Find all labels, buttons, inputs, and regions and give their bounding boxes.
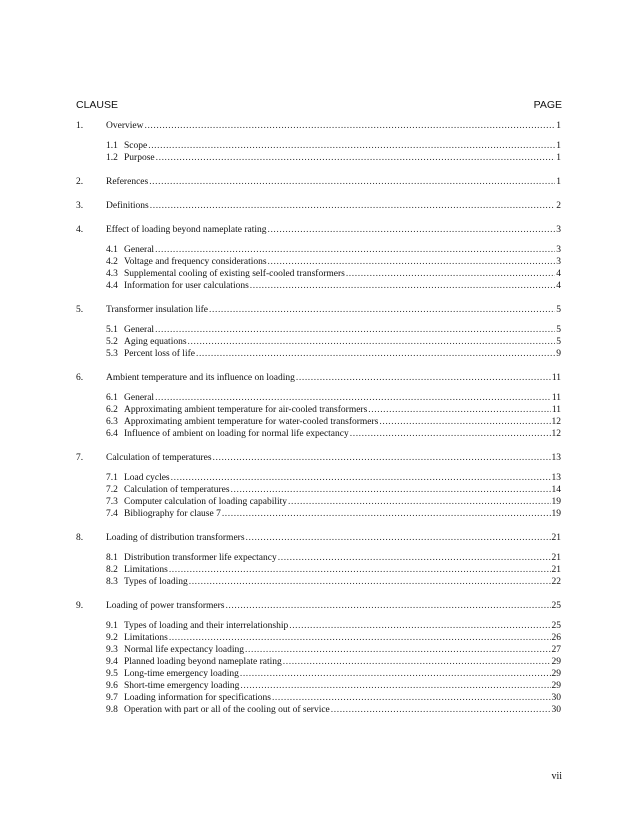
dot-leader <box>346 268 555 280</box>
toc-entry-title: Calculation of temperatures <box>106 453 212 463</box>
toc-subentry-title: Loading information for specifications <box>124 693 271 703</box>
toc-entry-title: Ambient temperature and its influence on loading <box>106 373 295 383</box>
toc-subentry-page: 29 <box>551 681 561 691</box>
toc-subentry-number: 9.7 <box>106 693 118 703</box>
toc-entry-page: 21 <box>551 533 561 543</box>
toc-subentry-title: Computer calculation of loading capability <box>124 497 288 507</box>
dot-leader <box>231 484 551 496</box>
toc-subentry[interactable] <box>76 508 561 520</box>
dot-leader <box>278 552 551 564</box>
toc-entry-title: Loading of distribution transformers <box>106 533 245 543</box>
toc-entry-title: Transformer insulation life <box>106 305 209 315</box>
dot-leader <box>240 668 551 680</box>
toc-subentry-page: 9 <box>556 349 561 359</box>
toc-subentry-title: Voltage and frequency considerations <box>124 257 267 267</box>
dot-leader <box>288 496 550 508</box>
toc-subentry-title: Distribution transformer life expectancy <box>124 553 277 563</box>
toc-subentry-number: 8.3 <box>106 577 118 587</box>
dot-leader <box>245 644 550 656</box>
toc-entry-page: 1 <box>556 177 561 187</box>
toc-entry[interactable] <box>76 452 561 464</box>
toc-subentry[interactable] <box>76 244 561 256</box>
toc-entry-title: Definitions <box>106 201 149 211</box>
toc-entry[interactable] <box>76 120 561 132</box>
toc-subentry-title: Types of loading <box>124 577 188 587</box>
toc-subentry-page: 30 <box>551 705 561 715</box>
toc-subentry-page: 30 <box>551 693 561 703</box>
toc-entry-page: 1 <box>556 121 561 131</box>
dot-leader <box>171 472 551 484</box>
toc-subentry[interactable] <box>76 472 561 484</box>
toc-entry-number: 8. <box>76 533 84 543</box>
table-of-contents <box>76 120 561 728</box>
toc-subentry-title: General <box>124 245 155 255</box>
toc-subentry-number: 9.5 <box>106 669 118 679</box>
toc-entry[interactable] <box>76 176 561 188</box>
toc-entry-page: 11 <box>551 373 561 383</box>
toc-subentry-number: 9.2 <box>106 633 118 643</box>
dot-leader <box>368 404 551 416</box>
toc-subentry[interactable] <box>76 632 561 644</box>
toc-subentry-page: 19 <box>551 509 561 519</box>
dot-leader <box>188 336 556 348</box>
toc-subentry[interactable] <box>76 324 561 336</box>
dot-leader <box>331 704 551 716</box>
toc-subentry-number: 7.1 <box>106 473 118 483</box>
toc-subentry[interactable] <box>76 668 561 680</box>
toc-subentry[interactable] <box>76 484 561 496</box>
toc-entry-number: 9. <box>76 601 84 611</box>
toc-subentry-page: 22 <box>551 577 561 587</box>
toc-subentry-page: 19 <box>551 497 561 507</box>
toc-subentry-title: Load cycles <box>124 473 170 483</box>
toc-subentry[interactable] <box>76 280 561 292</box>
toc-subentry-page: 26 <box>551 633 561 643</box>
toc-subentry[interactable] <box>76 656 561 668</box>
toc-entry[interactable] <box>76 224 561 236</box>
toc-subentry-number: 4.3 <box>106 269 118 279</box>
dot-leader <box>289 620 550 632</box>
toc-subentry-title: Supplemental cooling of existing self-cooled transformers <box>124 269 345 279</box>
toc-subentry-page: 11 <box>551 405 561 415</box>
toc-subentry-title: Bibliography for clause 7 <box>124 509 221 519</box>
dot-leader <box>150 200 556 212</box>
dot-leader <box>169 564 551 576</box>
dot-leader <box>267 224 555 236</box>
toc-entry-page: 3 <box>556 225 561 235</box>
toc-subentry-number: 6.4 <box>106 429 118 439</box>
dot-leader <box>283 656 551 668</box>
toc-entry[interactable] <box>76 532 561 544</box>
toc-entry-title: References <box>106 177 149 187</box>
dot-leader <box>225 600 550 612</box>
toc-subentry[interactable] <box>76 336 561 348</box>
toc-subentry-page: 4 <box>556 269 561 279</box>
toc-subentry-title: Approximating ambient temperature for air-cooled transformers <box>124 405 368 415</box>
dot-leader <box>222 508 551 520</box>
toc-subentry[interactable] <box>76 428 561 440</box>
toc-subentry-page: 13 <box>551 473 561 483</box>
toc-subentry-title: Long-time emergency loading <box>124 669 239 679</box>
toc-entry-title: Loading of power transformers <box>106 601 225 611</box>
toc-subentry-title: Limitations <box>124 565 168 575</box>
toc-subentry[interactable] <box>76 692 561 704</box>
toc-subentry-page: 14 <box>551 485 561 495</box>
dot-leader <box>213 452 551 464</box>
toc-subentry-number: 5.1 <box>106 325 118 335</box>
toc-subentry[interactable] <box>76 644 561 656</box>
toc-entry[interactable] <box>76 372 561 384</box>
toc-subentry[interactable] <box>76 392 561 404</box>
toc-entry-number: 5. <box>76 305 84 315</box>
toc-subentry[interactable] <box>76 256 561 268</box>
toc-subentries <box>76 472 561 520</box>
dot-leader <box>156 152 556 164</box>
toc-entry-page: 13 <box>551 453 561 463</box>
toc-entry-title: Effect of loading beyond nameplate rating <box>106 225 267 235</box>
toc-subentry-title: Influence of ambient on loading for normal life expectancy <box>124 429 349 439</box>
toc-subentry-number: 9.8 <box>106 705 118 715</box>
toc-entry-number: 2. <box>76 177 84 187</box>
dot-leader <box>144 120 555 132</box>
toc-subentry-number: 6.2 <box>106 405 118 415</box>
dot-leader <box>240 680 550 692</box>
toc-subentry-title: Planned loading beyond nameplate rating <box>124 657 282 667</box>
toc-subentry[interactable] <box>76 552 561 564</box>
toc-entry[interactable] <box>76 200 561 212</box>
toc-subentries <box>76 324 561 360</box>
toc-subentry-page: 12 <box>551 417 561 427</box>
toc-subentry-page: 5 <box>556 325 561 335</box>
toc-subentry-number: 8.1 <box>106 553 118 563</box>
dot-leader <box>268 256 556 268</box>
toc-subentry[interactable] <box>76 404 561 416</box>
toc-entry-page: 2 <box>556 201 561 211</box>
toc-subentry[interactable] <box>76 268 561 280</box>
toc-entry[interactable] <box>76 600 561 612</box>
toc-subentry[interactable] <box>76 416 561 428</box>
toc-subentry[interactable] <box>76 576 561 588</box>
toc-subentries <box>76 552 561 588</box>
toc-subentry-page: 27 <box>551 645 561 655</box>
toc-subentry-number: 4.1 <box>106 245 118 255</box>
toc-subentry-title: Aging equations <box>124 337 187 347</box>
toc-subentry[interactable] <box>76 680 561 692</box>
toc-subentry[interactable] <box>76 348 561 360</box>
toc-entry-number: 1. <box>76 121 84 131</box>
toc-subentry-number: 8.2 <box>106 565 118 575</box>
dot-leader <box>189 576 551 588</box>
clause-column-header: CLAUSE <box>76 99 119 111</box>
toc-subentry-number: 6.1 <box>106 393 118 403</box>
toc-subentry-number: 1.2 <box>106 153 118 163</box>
toc-entry-number: 7. <box>76 453 84 463</box>
dot-leader <box>350 428 551 440</box>
toc-subentry-page: 4 <box>556 281 561 291</box>
toc-subentries <box>76 392 561 440</box>
toc-subentries <box>76 244 561 292</box>
toc-subentry[interactable] <box>76 496 561 508</box>
toc-subentry-title: Purpose <box>124 153 155 163</box>
dot-leader <box>169 632 551 644</box>
toc-subentry-number: 9.4 <box>106 657 118 667</box>
toc-entry[interactable] <box>76 304 561 316</box>
dot-leader <box>196 348 555 360</box>
toc-subentry-page: 29 <box>551 657 561 667</box>
dot-leader <box>149 176 555 188</box>
toc-subentry-page: 1 <box>556 153 561 163</box>
toc-subentry-page: 5 <box>556 337 561 347</box>
toc-subentry-number: 5.2 <box>106 337 118 347</box>
toc-subentry-title: Percent loss of life <box>124 349 195 359</box>
page-column-header: PAGE <box>533 99 562 111</box>
toc-subentry-title: Short-time emergency loading <box>124 681 240 691</box>
dot-leader <box>155 244 555 256</box>
dot-leader <box>155 324 555 336</box>
toc-subentry-number: 7.4 <box>106 509 118 519</box>
toc-subentry-title: Approximating ambient temperature for water-cooled transformers <box>124 417 379 427</box>
toc-subentry-title: Operation with part or all of the cooling out of service <box>124 705 330 715</box>
toc-subentry-page: 25 <box>551 621 561 631</box>
toc-entry-number: 3. <box>76 201 84 211</box>
toc-subentry-number: 4.4 <box>106 281 118 291</box>
toc-subentry-page: 1 <box>556 141 561 151</box>
toc-subentry-number: 7.2 <box>106 485 118 495</box>
dot-leader <box>155 392 551 404</box>
toc-subentry-page: 21 <box>551 565 561 575</box>
toc-subentry-number: 1.1 <box>106 141 118 151</box>
toc-subentry[interactable] <box>76 620 561 632</box>
toc-subentry-page: 29 <box>551 669 561 679</box>
toc-subentries <box>76 140 561 164</box>
toc-subentry-number: 4.2 <box>106 257 118 267</box>
dot-leader <box>272 692 551 704</box>
toc-subentry[interactable] <box>76 704 561 716</box>
toc-entry-page: 5 <box>556 305 561 315</box>
toc-subentry-title: Information for user calculations <box>124 281 249 291</box>
toc-entry-page: 25 <box>551 601 561 611</box>
toc-subentry-title: General <box>124 393 155 403</box>
toc-subentry-number: 6.3 <box>106 417 118 427</box>
toc-subentries <box>76 620 561 716</box>
dot-leader <box>148 140 555 152</box>
dot-leader <box>246 532 551 544</box>
toc-subentry-title: General <box>124 325 155 335</box>
toc-subentry-page: 3 <box>556 245 561 255</box>
toc-entry-number: 6. <box>76 373 84 383</box>
toc-subentry-page: 11 <box>551 393 561 403</box>
toc-subentry[interactable] <box>76 152 561 164</box>
dot-leader <box>296 372 551 384</box>
toc-subentry-number: 9.3 <box>106 645 118 655</box>
dot-leader <box>379 416 550 428</box>
toc-subentry[interactable] <box>76 564 561 576</box>
toc-subentry-title: Limitations <box>124 633 168 643</box>
dot-leader <box>250 280 555 292</box>
toc-subentry-page: 21 <box>551 553 561 563</box>
toc-subentry-page: 3 <box>556 257 561 267</box>
toc-entry-title: Overview <box>106 121 144 131</box>
toc-subentry[interactable] <box>76 140 561 152</box>
toc-subentry-title: Normal life expectancy loading <box>124 645 245 655</box>
toc-subentry-title: Scope <box>124 141 148 151</box>
toc-subentry-number: 5.3 <box>106 349 118 359</box>
toc-subentry-number: 9.1 <box>106 621 118 631</box>
page-number: vii <box>551 771 562 782</box>
toc-entry-number: 4. <box>76 225 84 235</box>
toc-subentry-number: 9.6 <box>106 681 118 691</box>
toc-subentry-number: 7.3 <box>106 497 118 507</box>
dot-leader <box>209 304 555 316</box>
toc-subentry-page: 12 <box>551 429 561 439</box>
toc-subentry-title: Types of loading and their interrelationship <box>124 621 289 631</box>
toc-subentry-title: Calculation of temperatures <box>124 485 230 495</box>
